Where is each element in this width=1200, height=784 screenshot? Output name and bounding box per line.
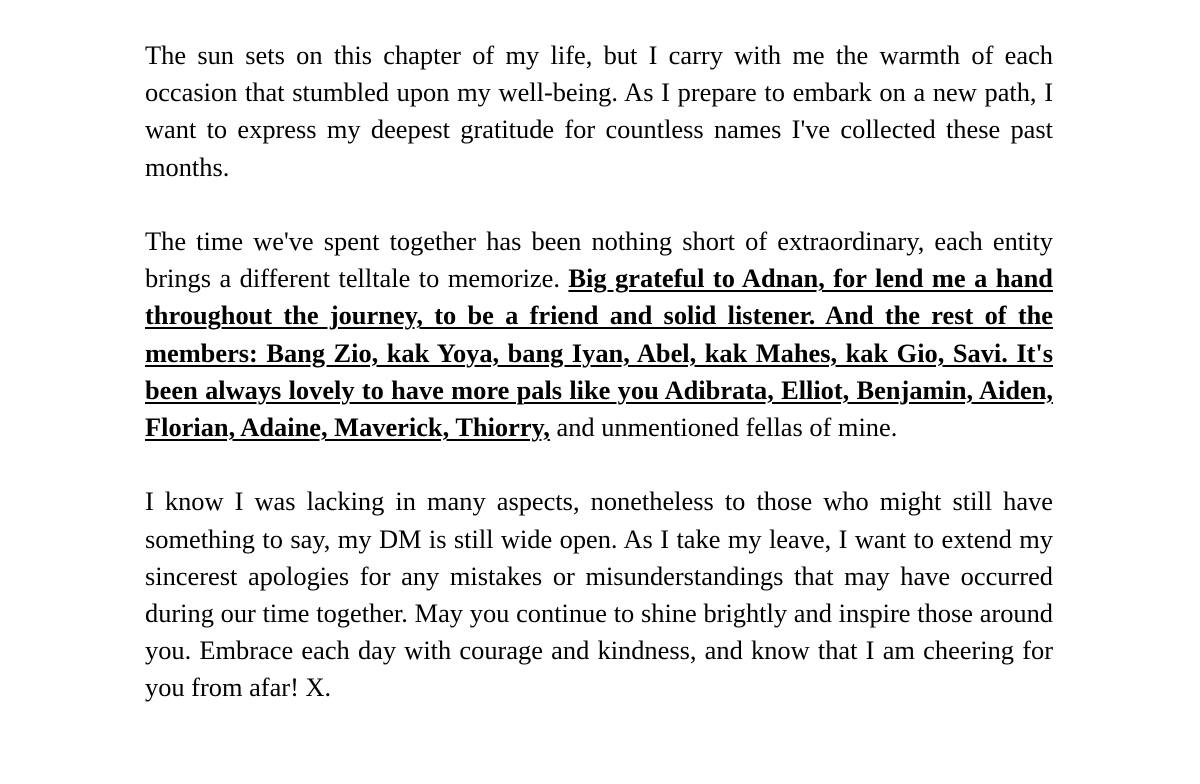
- letter-paragraph-2: [145, 223, 1053, 446]
- paragraph-2-tail: and unmentioned fellas of mine.: [556, 412, 898, 443]
- letter-paragraph-3: I know I was lacking in many aspects, nonetheless to those who might still have something to say, my DM is still wide open. As I take my leave, I want to extend my sincerest apologies for any mistakes or misunderstandings that may have occurred during our time together. May you continue to shine brightly and inspire those around you. Embrace each day with courage and kindness, and know that I am cheering for you from afar! X.: [145, 486, 1053, 703]
- gratitude-highlight: Big grateful to Adnan, for lend me a hand throughout the journey, to be a friend and solid listener. And the rest of the members: Bang Zio, kak Yoya, bang Iyan, Abel, kak Mahes, kak Gio, Savi. It's been always lovely to have more pals like you Adibrata, Elliot, Benjamin, Aiden, Florian, Adaine, Maverick, Thiorry,: [145, 263, 1053, 443]
- paragraph-2-lead: The time we've spent together has been nothing short of extraordinary, each entity brings a different telltale to memorize.: [145, 226, 1053, 294]
- letter-document: [145, 37, 1053, 707]
- letter-paragraph-1: The sun sets on this chapter of my life, but I carry with me the warmth of each occasion that stumbled upon my well-being. As I prepare to embark on a new path, I want to express my deepest gratitude for countless names I've collected these past months.: [145, 40, 1053, 182]
